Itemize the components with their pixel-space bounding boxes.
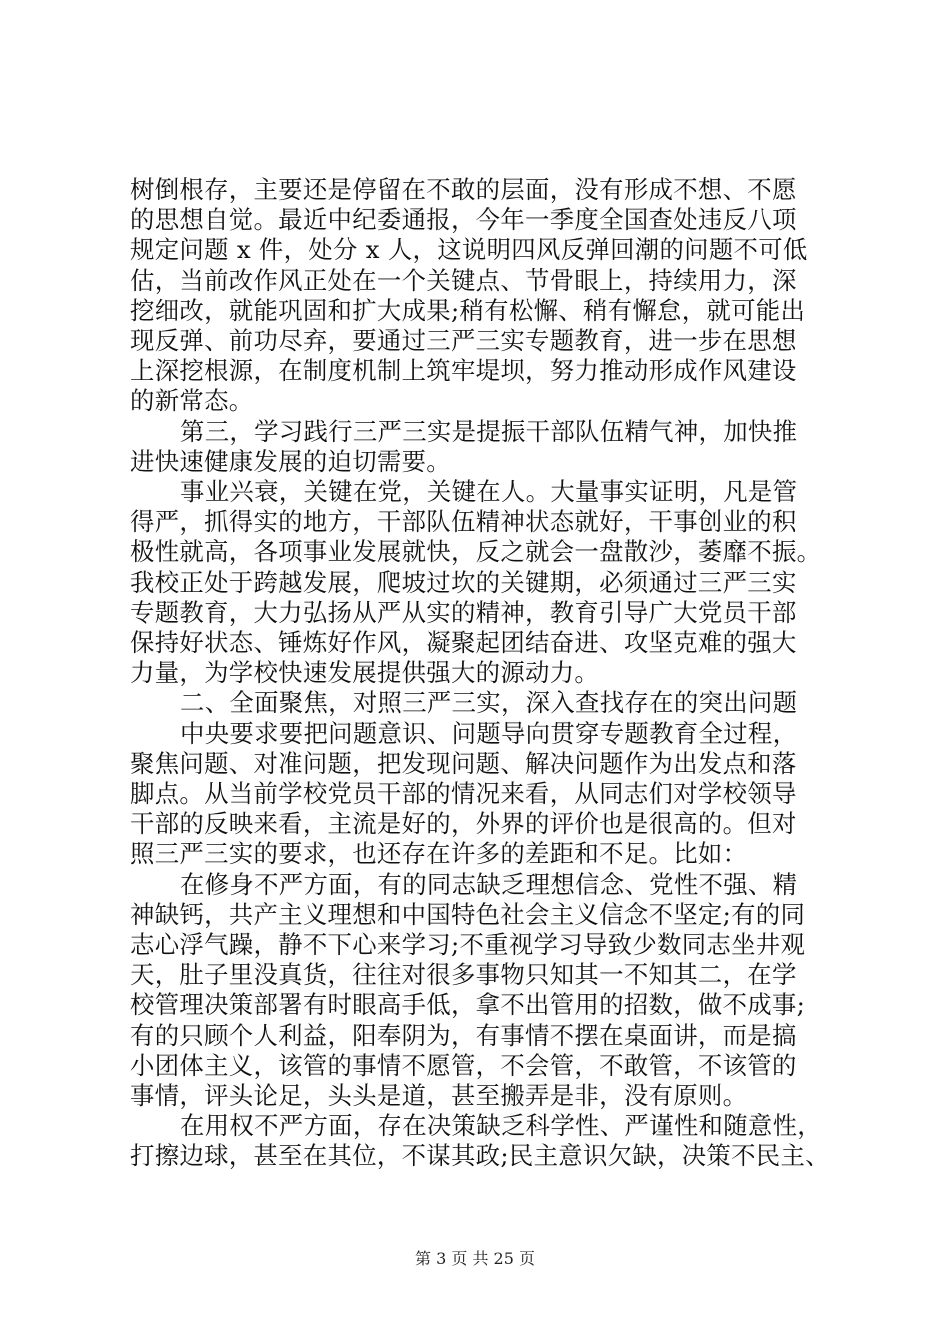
text-line: 现反弹、前功尽弃，要通过三严三实专题教育，进一步在思想 [130,326,797,355]
section-heading-line: 二、全面聚焦，对照三严三实，深入查找存在的突出问题 [180,688,798,718]
text-line: 树倒根存，主要还是停留在不敢的层面，没有形成不想、不愿 [130,175,797,204]
text-line: 极性就高，各项事业发展就快，反之就会一盘散沙，萎靡不振。 [130,537,822,567]
paragraph-start-line: 事业兴衰，关键在党，关键在人。大量事实证明，凡是管 [180,477,798,506]
text-line: 规定问题 x 件，处分 x 人，这说明四风反弹回潮的问题不可低 [130,235,808,265]
text-line: 估，当前改作风正处在一个关键点、节骨眼上，持续用力，深 [130,265,797,295]
text-line: 聚焦问题、对准问题，把发现问题、解决问题作为出发点和落 [130,748,797,778]
text-line: 进快速健康发展的迫切需要。 [130,446,451,476]
text-line: 干部的反映来看，主流是好的，外界的评价也是很高的。但对 [130,809,797,839]
text-line: 脚点。从当前学校党员干部的情况来看，从同志们对学校领导 [130,779,797,808]
page-footer: 第 3 页 共 25 页 [415,1249,535,1268]
text-line: 神缺钙，共产主义理想和中国特色社会主义信念不坚定;有的同 [130,899,806,929]
text-line: 挖细改，就能巩固和扩大成果;稍有松懈、稍有懈怠，就可能出 [130,295,806,325]
text-line: 我校正处于跨越发展，爬坡过坎的关键期，必须通过三严三实 [130,567,797,597]
text-line: 事情，评头论足，头头是道，甚至搬弄是非，没有原则。 [130,1081,748,1110]
text-line: 天，肚子里没真货，往往对很多事物只知其一不知其二，在学 [130,960,797,990]
text-line: 上深挖根源，在制度机制上筑牢堤坝，努力推动形成作风建设 [130,356,797,386]
text-line: 得严，抓得实的地方，干部队伍精神状态就好，干事创业的积 [130,507,797,537]
text-line: 力量，为学校快速发展提供强大的源动力。 [130,658,600,688]
text-line: 小团体主义，该管的事情不愿管，不会管，不敢管，不该管的 [130,1050,797,1080]
paragraph-start-line: 在修身不严方面，有的同志缺乏理想信念、党性不强、精 [180,869,798,899]
paragraph-start-line: 在用权不严方面，存在决策缺乏科学性、严谨性和随意性， [180,1111,822,1141]
text-line: 照三严三实的要求，也还存在许多的差距和不足。比如： [130,839,748,869]
text-line: 打擦边球，甚至在其位，不谋其政;民主意识欠缺，决策不民主、 [130,1141,830,1171]
paragraph-start-line: 中央要求要把问题意识、问题导向贯穿专题教育全过程， [180,718,798,748]
text-line: 校管理决策部署有时眼高手低，拿不出管用的招数，做不成事; [130,990,806,1020]
text-line: 的新常态。 [130,386,254,416]
text-line: 志心浮气躁，静不下心来学习;不重视学习导致少数同志坐井观 [130,930,806,959]
text-line: 的思想自觉。最近中纪委通报，今年一季度全国查处违反八项 [130,205,797,235]
section-heading-line: 第三，学习践行三严三实是提振干部队伍精气神，加快推 [180,416,798,446]
text-line: 专题教育，大力弘扬从严从实的精神，教育引导广大党员干部 [130,597,797,627]
text-line: 保持好状态、锤炼好作风，凝聚起团结奋进、攻坚克难的强大 [130,628,797,657]
text-line: 有的只顾个人利益，阳奉阴为，有事情不摆在桌面讲，而是搞 [130,1020,797,1050]
